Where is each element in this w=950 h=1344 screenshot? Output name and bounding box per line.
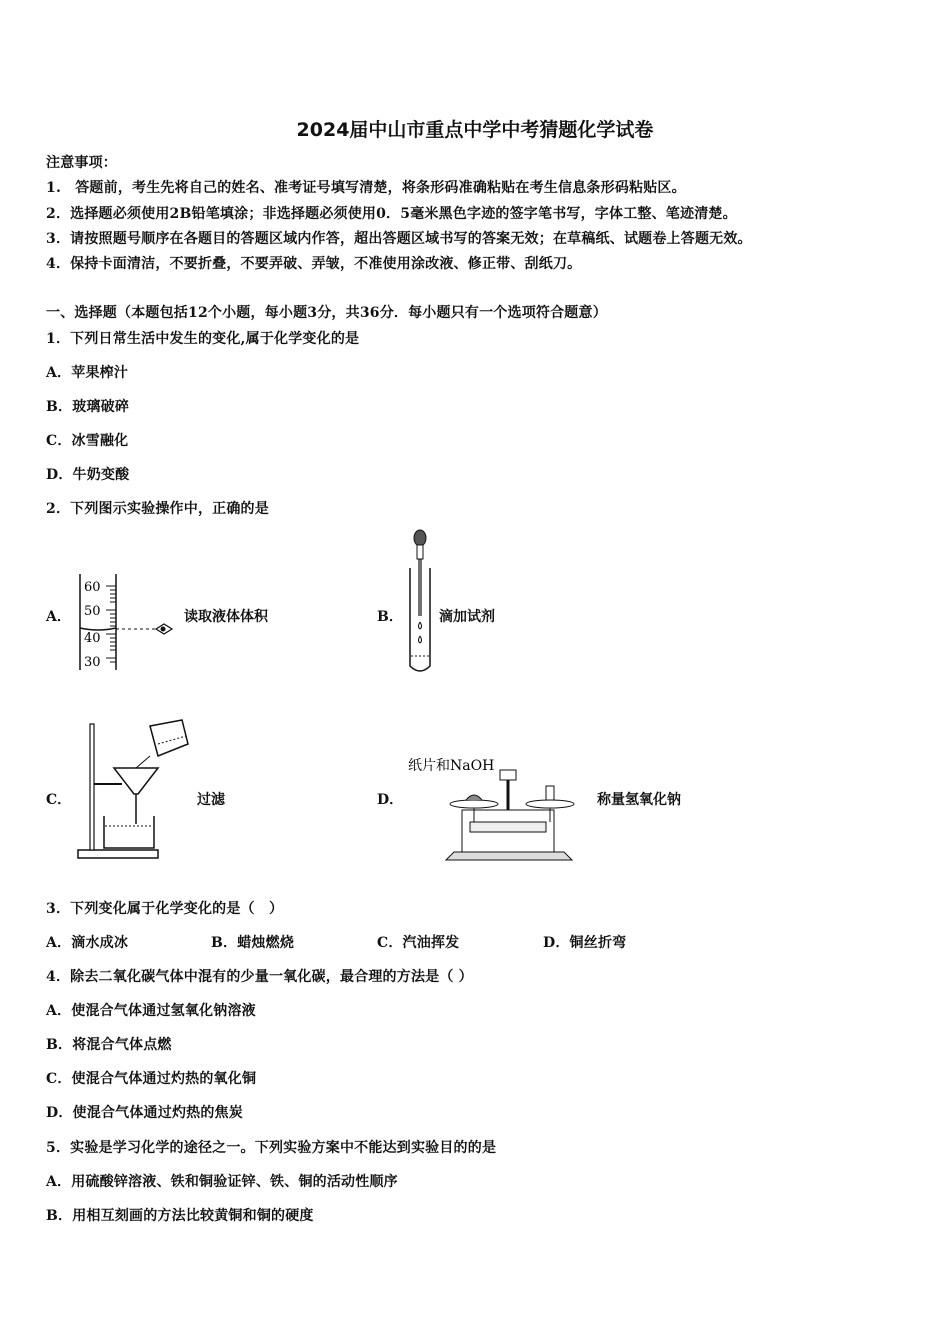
question-stem: 4．除去二氧化碳气体中混有的少量一氧化碳，最合理的方法是（ ） [46, 969, 473, 985]
option: B．将混合气体点燃 [46, 1037, 172, 1053]
option-letter: A． [46, 609, 71, 625]
option: D．使混合气体通过灼热的焦炭 [46, 1105, 243, 1121]
option: A．滴水成冰 [46, 935, 129, 951]
option: C．冰雪融化 [46, 433, 129, 449]
dropper-test-tube-figure [400, 528, 440, 680]
option: B．玻璃破碎 [46, 399, 130, 415]
notice-item: 1. 答题前，考生先将自己的姓名、准考证号填写清楚，将条形码准确粘贴在考生信息条形码粘贴区。 [46, 180, 686, 196]
option: C．汽油挥发 [377, 935, 460, 951]
scale-label: 60 [84, 580, 101, 595]
notice-item: 4．保持卡面清洁，不要折叠，不要弄破、弄皱，不准使用涂改液、修正带、刮纸刀。 [46, 256, 582, 272]
option-caption: 滴加试剂 [439, 609, 495, 625]
option: D．牛奶变酸 [46, 467, 130, 483]
question-stem: 2．下列图示实验操作中，正确的是 [46, 501, 269, 517]
scale-label: 50 [84, 604, 101, 619]
question-stem: 3．下列变化属于化学变化的是（ ） [46, 901, 284, 917]
option-caption: 过滤 [197, 792, 225, 808]
notice-item: 3．请按照题号顺序在各题目的答题区域内作答，超出答题区域书写的答案无效；在草稿纸、试题卷上答题无效。 [46, 231, 752, 247]
balance-figure [404, 752, 596, 864]
scale-label: 30 [84, 655, 101, 670]
graduated-cylinder-figure [72, 572, 182, 672]
page-title: 2024届中山市重点中学中考猜题化学试卷 [296, 119, 654, 141]
section-heading: 一、选择题（本题包括12个小题，每小题3分，共36分．每小题只有一个选项符合题意） [46, 305, 607, 321]
notice-heading: 注意事项： [46, 155, 117, 171]
option-letter: D． [377, 792, 404, 808]
question-stem: 5．实验是学习化学的途径之一。下列实验方案中不能达到实验目的的是 [46, 1140, 497, 1156]
option: B．用相互刻画的方法比较黄铜和铜的硬度 [46, 1208, 314, 1224]
option: A．苹果榨汁 [46, 365, 129, 381]
option-caption: 读取液体体积 [184, 609, 268, 625]
balance-label: 纸片和NaOH [408, 758, 495, 774]
option-letter: C． [46, 792, 72, 808]
option: C．使混合气体通过灼热的氧化铜 [46, 1071, 257, 1087]
option: A．用硫酸锌溶液、铁和铜验证锌、铁、铜的活动性顺序 [46, 1174, 398, 1190]
option: A．使混合气体通过氢氧化钠溶液 [46, 1003, 256, 1019]
question-stem: 1．下列日常生活中发生的变化,属于化学变化的是 [46, 331, 360, 347]
scale-label: 40 [84, 631, 101, 646]
notice-item: 2．选择题必须使用2B铅笔填涂；非选择题必须使用0．5毫米黑色字迹的签字笔书写，字体工整、笔迹清楚。 [46, 206, 737, 222]
option: B．蜡烛燃烧 [211, 935, 295, 951]
option: D．铜丝折弯 [543, 935, 627, 951]
filtration-figure [74, 714, 200, 862]
option-caption: 称量氢氧化钠 [597, 792, 681, 808]
option-letter: B． [377, 609, 403, 625]
